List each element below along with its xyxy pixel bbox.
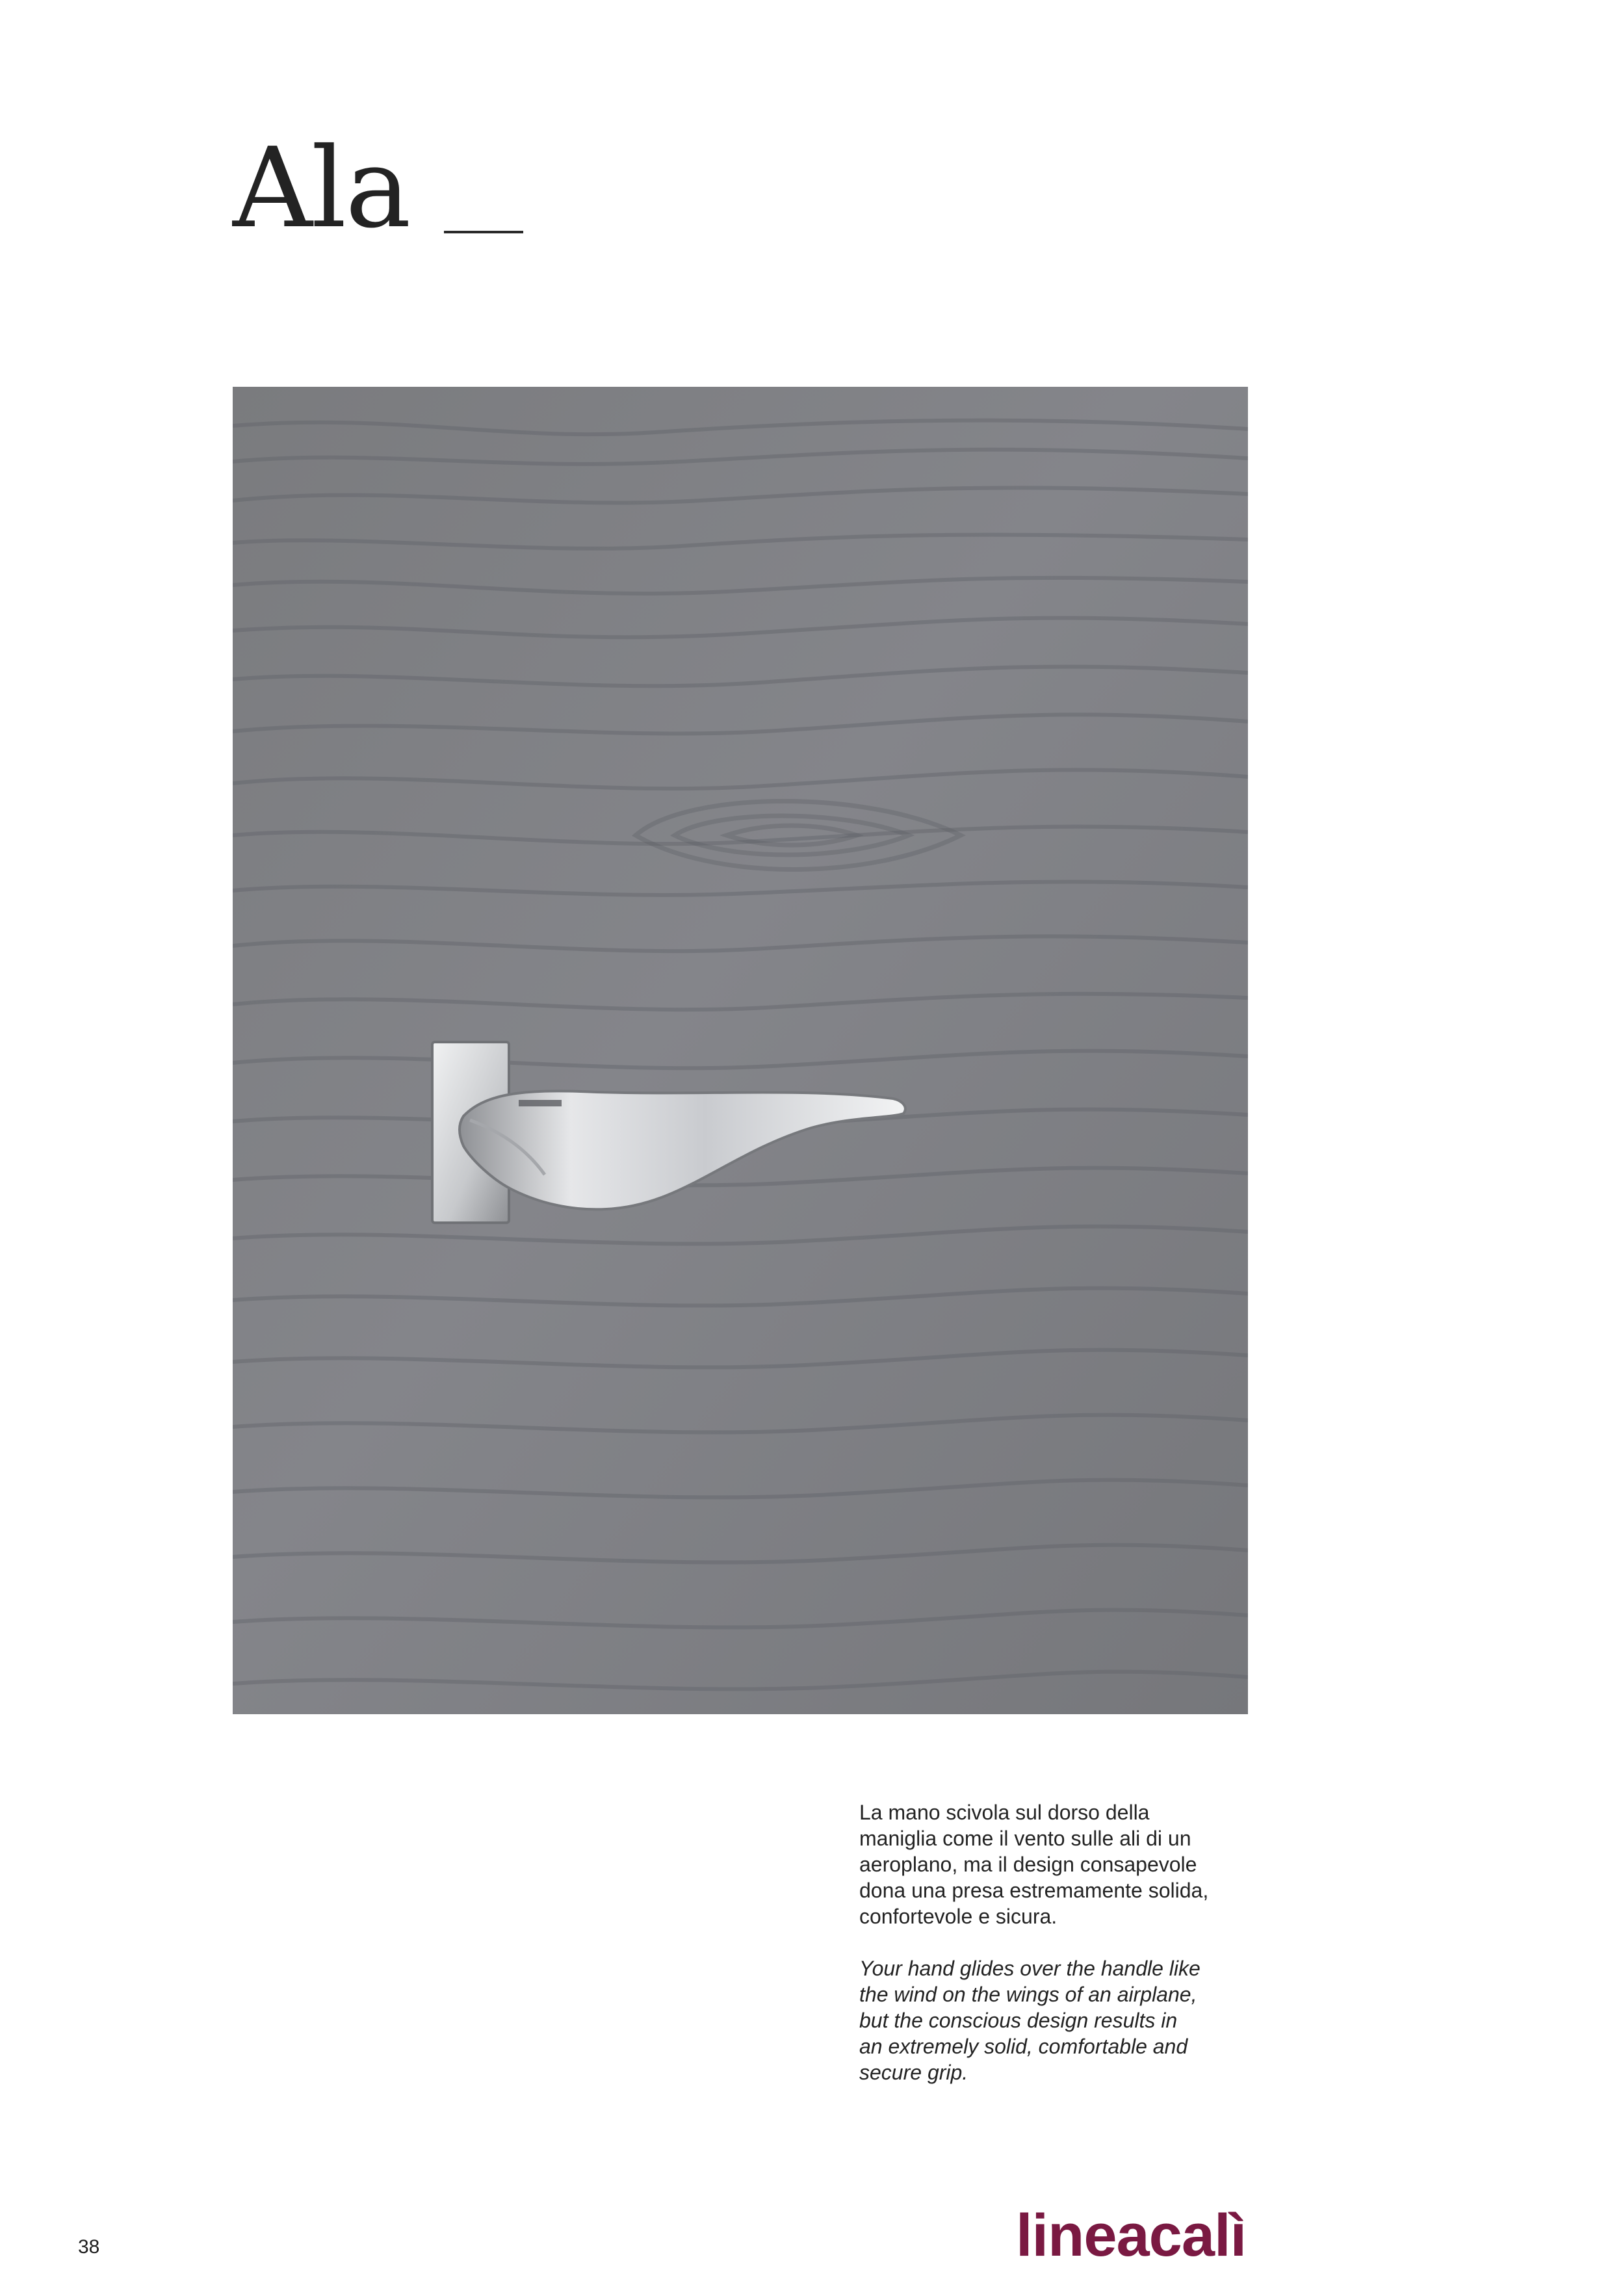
- title-row: [233, 124, 523, 253]
- door-handle-photo: [233, 387, 1248, 1714]
- brand-logo: [1016, 2202, 1258, 2269]
- product-description: [859, 1799, 1256, 2085]
- title-underline-rule: [444, 231, 523, 233]
- product-photo: [233, 387, 1248, 1714]
- description-italian: La mano scivola sul dorso della maniglia come il vento sulle ali di un aeroplano, ma il design consapevole dona una presa estremamente solida, confortevole e sicura.: [859, 1801, 1209, 1928]
- page-title: Ala: [233, 124, 410, 253]
- svg-text:lineacalì: lineacalì: [1016, 2202, 1247, 2269]
- handle-logo-mark: [519, 1100, 562, 1106]
- page-number: 38: [78, 2236, 100, 2258]
- description-english: Your hand glides over the handle like the wind on the wings of an airplane, but the conscious design results in an extremely solid, comfortable and secure grip.: [859, 1957, 1201, 2084]
